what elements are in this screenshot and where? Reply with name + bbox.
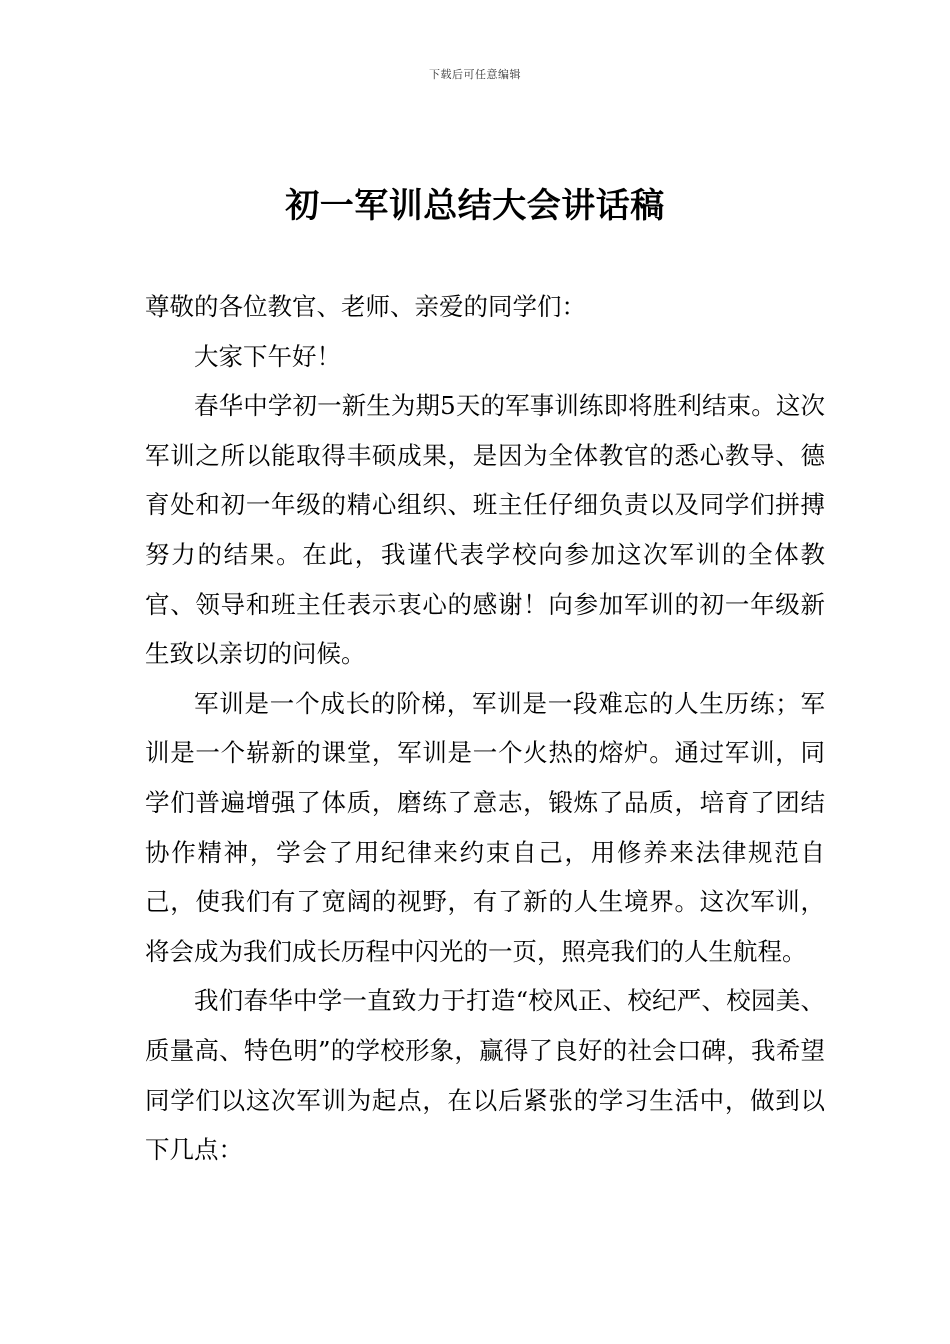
paragraph-expectations: 我们春华中学一直致力于打造“校风正、校纪严、校园美、质量高、特色明”的学校形象，赢得了良好的社会口碑，我希望同学们以这次军训为起点，在以后紧张的学习生活中，做到以下几点：: [145, 986, 825, 1165]
paragraph-greeting: 大家下午好！: [194, 341, 341, 371]
header-note: 下载后可任意编辑: [429, 68, 521, 81]
salutation: 尊敬的各位教官、老师、亲爱的同学们：: [145, 292, 586, 321]
paragraph-significance: 军训是一个成长的阶梯，军训是一段难忘的人生历练；军训是一个崭新的课堂，军训是一个火热的熔炉。通过军训，同学们普遍增强了体质，磨练了意志，锻炼了品质，培育了团结协作精神，学会了用纪律来约束自己，用修养来法律规范自己，使我们有了宽阔的视野，有了新的人生境界。这次军训，将会成为我们成长历程中闪光的一页，照亮我们的人生航程。: [145, 688, 825, 966]
document-body: [145, 282, 825, 1175]
paragraph-thanks: 春华中学初一新生为期5天的军事训练即将胜利结束。这次军训之所以能取得丰硕成果，是因为全体教官的悉心教导、德育处和初一年级的精心组织、班主任仔细负责以及同学们拼搏努力的结果。在此，我谨代表学校向参加这次军训的全体教官、领导和班主任表示衷心的感谢！向参加军训的初一年级新生致以亲切的问候。: [145, 391, 825, 669]
document-title: 初一军训总结大会讲话稿: [285, 186, 665, 226]
